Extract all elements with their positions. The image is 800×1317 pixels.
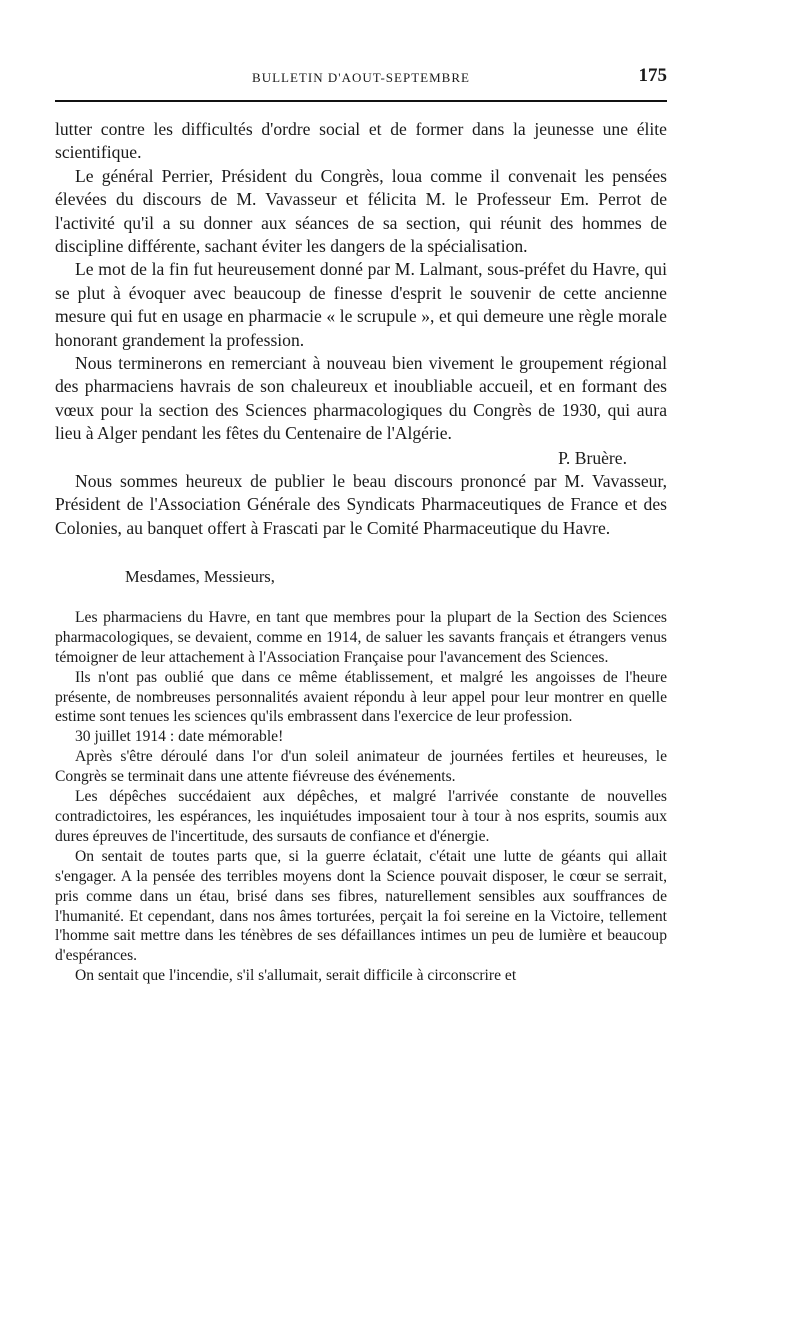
speech-paragraph: Les pharmaciens du Havre, en tant que membres pour la plupart de la Section des Sciences pharmacologiques, se devaient, comme en 1914, de saluer les savants français et étrangers venus témoigner de leur attachement à l'Association Française pour l'avancement des Sciences. xyxy=(55,608,667,666)
author-signature: P. Bruère. xyxy=(558,447,627,468)
page-header xyxy=(55,64,667,96)
speech-introduction: Nous sommes heureux de publier le beau discours prononcé par M. Vavasseur, Président de l'Association Générale des Syndicats Pharmaceutiques de France et des Colonies, au banquet offert à Frascati par le Comité Pharmaceutique du Havre. xyxy=(55,470,667,538)
speech-paragraph: Ils n'ont pas oublié que dans ce même établissement, et malgré les angoisses de l'heure présente, de nombreuses personnalités avaient répondu à leur appel pour leur montrer en quelle estime sont tenues les sciences qu'ils embrassent dans l'exercice de leur profession. xyxy=(55,668,667,726)
speech-paragraph: 30 juillet 1914 : date mémorable! xyxy=(75,728,284,746)
report-paragraph: lutter contre les difficultés d'ordre social et de former dans la jeunesse une élite scientifique. xyxy=(55,119,667,163)
report-paragraph: Nous terminerons en remerciant à nouveau bien vivement le groupement régional des pharmaciens havrais de son chaleureux et inoubliable accueil, et en formant des vœux pour la section des Sciences pharmacologiques du Congrès de 1930, qui aura lieu à Alger pendant les fêtes du Centenaire de l'Algérie. xyxy=(55,353,667,444)
header-rule xyxy=(55,100,667,102)
speech-text xyxy=(55,608,667,986)
congress-report xyxy=(55,118,667,540)
speech-paragraph: Après s'être déroulé dans l'or d'un soleil animateur de journées fertiles et heureuses, le Congrès se terminait dans une attente fiévreuse des événements. xyxy=(55,748,667,786)
document-page xyxy=(55,64,667,986)
report-paragraph: Le général Perrier, Président du Congrès, loua comme il convenait les pensées élevées du discours de M. Vavasseur et félicita M. le Professeur Em. Perrot de l'activité qu'il a su donner aux séances de sa section, qui réunit des hommes de discipline différente, sachant éviter les dangers de la spécialisation. xyxy=(55,165,667,257)
speech-salutation: Mesdames, Messieurs, xyxy=(125,566,275,586)
speech-paragraph: On sentait de toutes parts que, si la guerre éclatait, c'était une lutte de géants qui allait s'engager. A la pensée des terribles moyens dont la Science pouvait disposer, le cœur se serrait, pris comme dans un étau, brisé dans ses fibres, naturellement sensibles aux souffrances de l'humanité. Et cependant, dans nos âmes torturées, perçait la foi sereine en la Victoire, tellement l'homme sait mettre dans les ténèbres de ses défaillances intimes un peu de lumière et beaucoup d'espérances. xyxy=(55,847,667,965)
speech-paragraph: Les dépêches succédaient aux dépêches, et malgré l'arrivée constante de nouvelles contradictoires, les espérances, les inquiétudes imposaient tour à tour à nos esprits, soumis aux dures épreuves de l'incertitude, des sursauts de confiance et d'énergie. xyxy=(55,788,667,845)
running-title: BULLETIN D'AOUT-SEPTEMBRE xyxy=(252,70,470,85)
speech-paragraph: On sentait que l'incendie, s'il s'allumait, serait difficile à circonscrire et xyxy=(75,967,517,985)
page-number: 175 xyxy=(638,65,667,86)
report-paragraph: Le mot de la fin fut heureusement donné par M. Lalmant, sous-préfet du Havre, qui se plut à évoquer avec beaucoup de finesse d'esprit le souvenir de cette ancienne mesure qui fut en usage en pharmacie « le scrupule », et qui demeure une règle morale honorant grandement la profession. xyxy=(55,259,667,350)
